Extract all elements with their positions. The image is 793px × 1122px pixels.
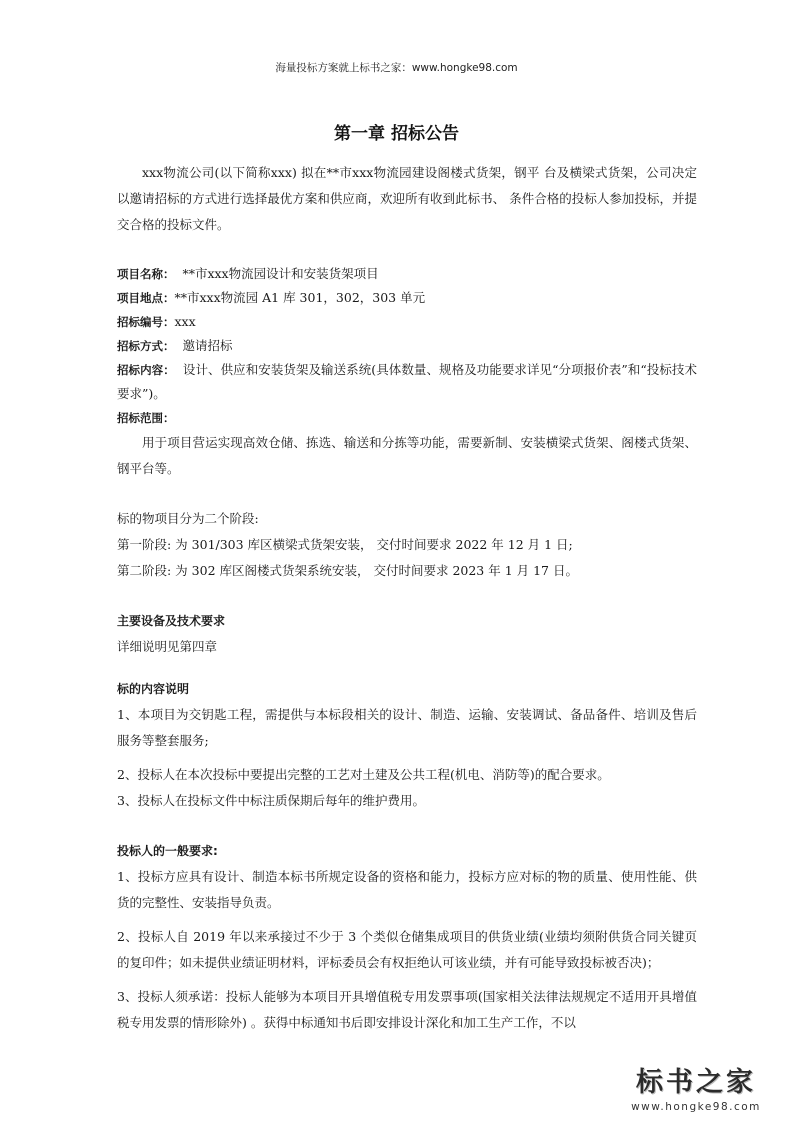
- phase-1: 第一阶段: 为 301/303 库区横梁式货架安装， 交付时间要求 2022 年 12 月 1 日;: [117, 537, 573, 552]
- field-value: **市xxx物流园设计和安装货架项目: [182, 266, 379, 281]
- field-label: 招标方式：: [117, 339, 175, 353]
- general-req-item-1: 1、投标方应具有设计、制造本标书所规定设备的资格和能力，投标方应对标的物的质量、使用性能、供货的完整性、安装指导负责。: [117, 869, 697, 910]
- intro-paragraph: xxx物流公司(以下简称xxx) 拟在**市xxx物流园建设阁楼式货架，钢平 台及横梁式货架，公司决定以邀请招标的方式进行选择最优方案和供应商，欢迎所有收到此标书、 条件合格的投标人参加投标，并提交合格的投标文件。: [117, 165, 697, 232]
- field-label: 招标内容：: [117, 363, 175, 377]
- field-tender-method: [117, 334, 697, 358]
- field-value: **市xxx物流园 A1 库 301，302，303 单元: [174, 290, 426, 305]
- field-tender-no: [117, 310, 697, 334]
- field-value: 设计、供应和安装货架及输送系统(具体数量、规格及功能要求详见“分项报价表”和“投标技术要求”)。: [117, 362, 697, 401]
- field-project-location: [117, 286, 697, 310]
- logo-url: www.hongke98.com: [631, 1101, 761, 1113]
- field-value: xxx: [174, 314, 196, 329]
- content-desc-item-3: 3、投标人在投标文件中标注质保期后每年的维护费用。: [117, 793, 425, 808]
- field-label: 招标范围：: [117, 411, 175, 425]
- field-tender-content: [117, 358, 697, 406]
- phase-2: 第二阶段: 为 302 库区阁楼式货架系统安装， 交付时间要求 2023 年 1 月 17 日。: [117, 563, 578, 578]
- field-tender-scope-value: 用于项目营运实现高效仓储、拣选、输送和分拣等功能，需要新制、安装横梁式货架、阁楼式货架、钢平台等。: [117, 435, 697, 476]
- chapter-title: 第一章 招标公告: [334, 124, 459, 144]
- document-body: [117, 160, 697, 1036]
- field-tender-scope-label: [117, 406, 697, 430]
- content-desc-item-2: 2、投标人在本次投标中要提出完整的工艺对土建及公共工程(机电、消防等)的配合要求。: [117, 767, 610, 782]
- field-project-name: [117, 262, 697, 286]
- content-desc-heading: 标的内容说明: [117, 682, 190, 696]
- field-label: 招标编号：: [117, 315, 175, 329]
- brand-logo: [621, 1060, 771, 1116]
- general-req-heading: 投标人的一般要求:: [117, 844, 218, 858]
- phases-intro: 标的物项目分为二个阶段:: [117, 511, 259, 526]
- field-label: 项目名称：: [117, 267, 175, 281]
- general-req-item-3: 3、投标人须承诺：投标人能够为本项目开具增值税专用发票事项(国家相关法律法规规定不适用开具增值税专用发票的情形除外) 。获得中标通知书后即安排设计深化和加工生产工作，不以: [117, 989, 697, 1030]
- field-label: 项目地点：: [117, 291, 175, 305]
- equipment-heading: 主要设备及技术要求: [117, 614, 226, 628]
- content-desc-item-1: 1、本项目为交钥匙工程，需提供与本标段相关的设计、制造、运输、安装调试、备品备件、培训及售后服务等整套服务;: [117, 707, 697, 748]
- logo-text: 标书之家: [636, 1067, 756, 1098]
- page-header: 海量投标方案就上标书之家：www.hongke98.com: [275, 62, 518, 74]
- equipment-text: 详细说明见第四章: [117, 639, 218, 654]
- field-value: 邀请招标: [182, 338, 233, 353]
- general-req-item-2: 2、投标人自 2019 年以来承接过不少于 3 个类似仓储集成项目的供货业绩(业绩均须附供货合同关键页的复印件；如未提供业绩证明材料，评标委员会有权拒绝认可该业绩，并有可能导致投标被否决)；: [117, 929, 697, 970]
